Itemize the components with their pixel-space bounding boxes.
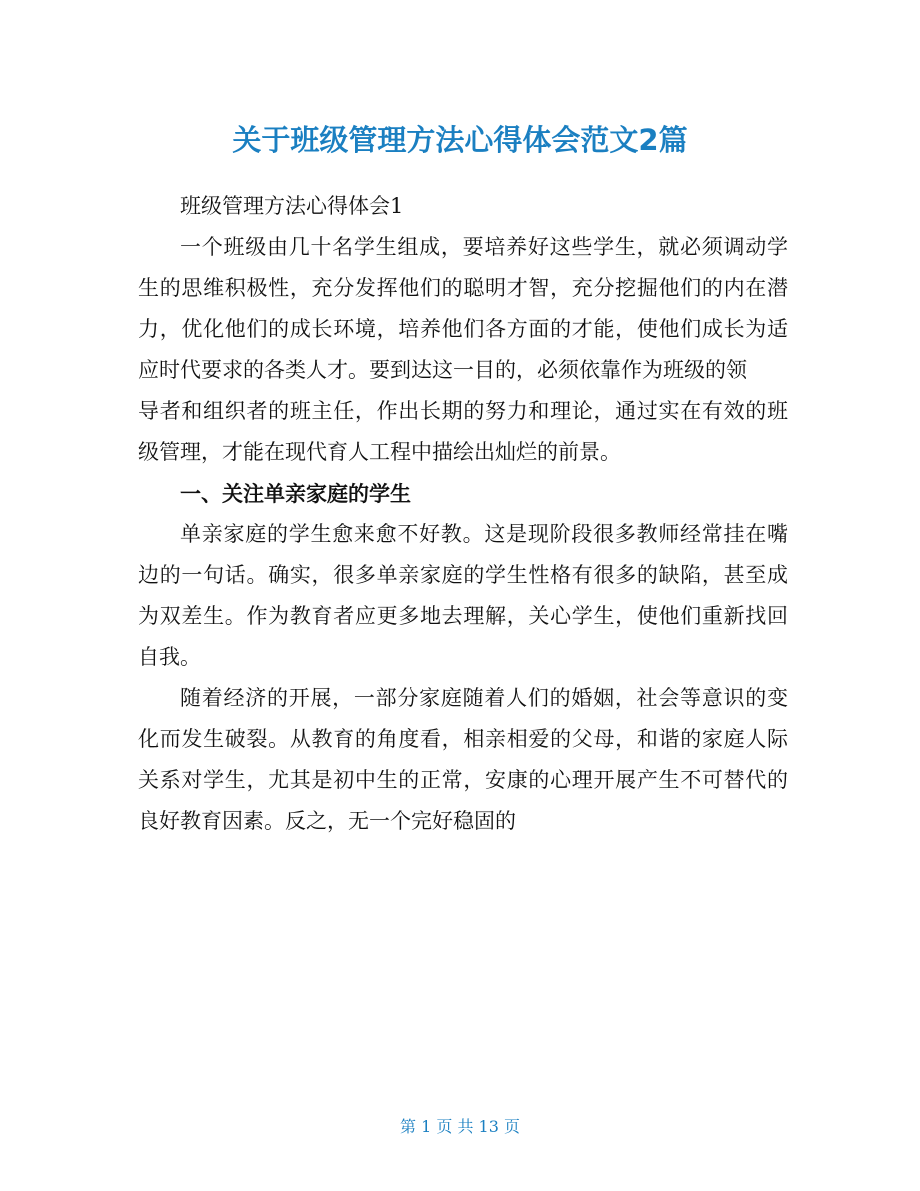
page-footer: 第 1 页 共 13 页 bbox=[400, 1117, 520, 1136]
section-heading: 一、关注单亲家庭的学生 bbox=[180, 481, 411, 506]
paragraph: 单亲家庭的学生愈来愈不好教。这是现阶段很多教师经常挂在嘴边的一句话。确实，很多单亲家庭的学生性格有很多的缺陷，甚至成为双差生。作为教育者应更多地去理解，关心学生，使他们重新找回自我。 bbox=[138, 522, 788, 669]
document-title: 关于班级管理方法心得体会范文2篇 bbox=[232, 123, 688, 157]
paragraph: 班级管理方法心得体会1 bbox=[180, 194, 404, 218]
document-body bbox=[138, 186, 788, 842]
paragraph: 随着经济的开展，一部分家庭随着人们的婚姻，社会等意识的变化而发生破裂。从教育的角度看，相亲相爱的父母，和谐的家庭人际关系对学生，尤其是初中生的正常，安康的心理开展产生不可替代的良好教育因素。反之，无一个完好稳固的 bbox=[138, 686, 788, 833]
paragraph: 一个班级由几十名学生组成，要培养好这些学生，就必须调动学生的思维积极性，充分发挥他们的聪明才智，充分挖掘他们的内在潜力，优化他们的成长环境，培养他们各方面的才能，使他们成长为适应时代要求的各类人才。要到达这一目的，必须依靠作为班级的领 bbox=[138, 235, 788, 382]
paragraph: 导者和组织者的班主任，作出长期的努力和理论，通过实在有效的班级管理，才能在现代育人工程中描绘出灿烂的前景。 bbox=[138, 399, 788, 464]
